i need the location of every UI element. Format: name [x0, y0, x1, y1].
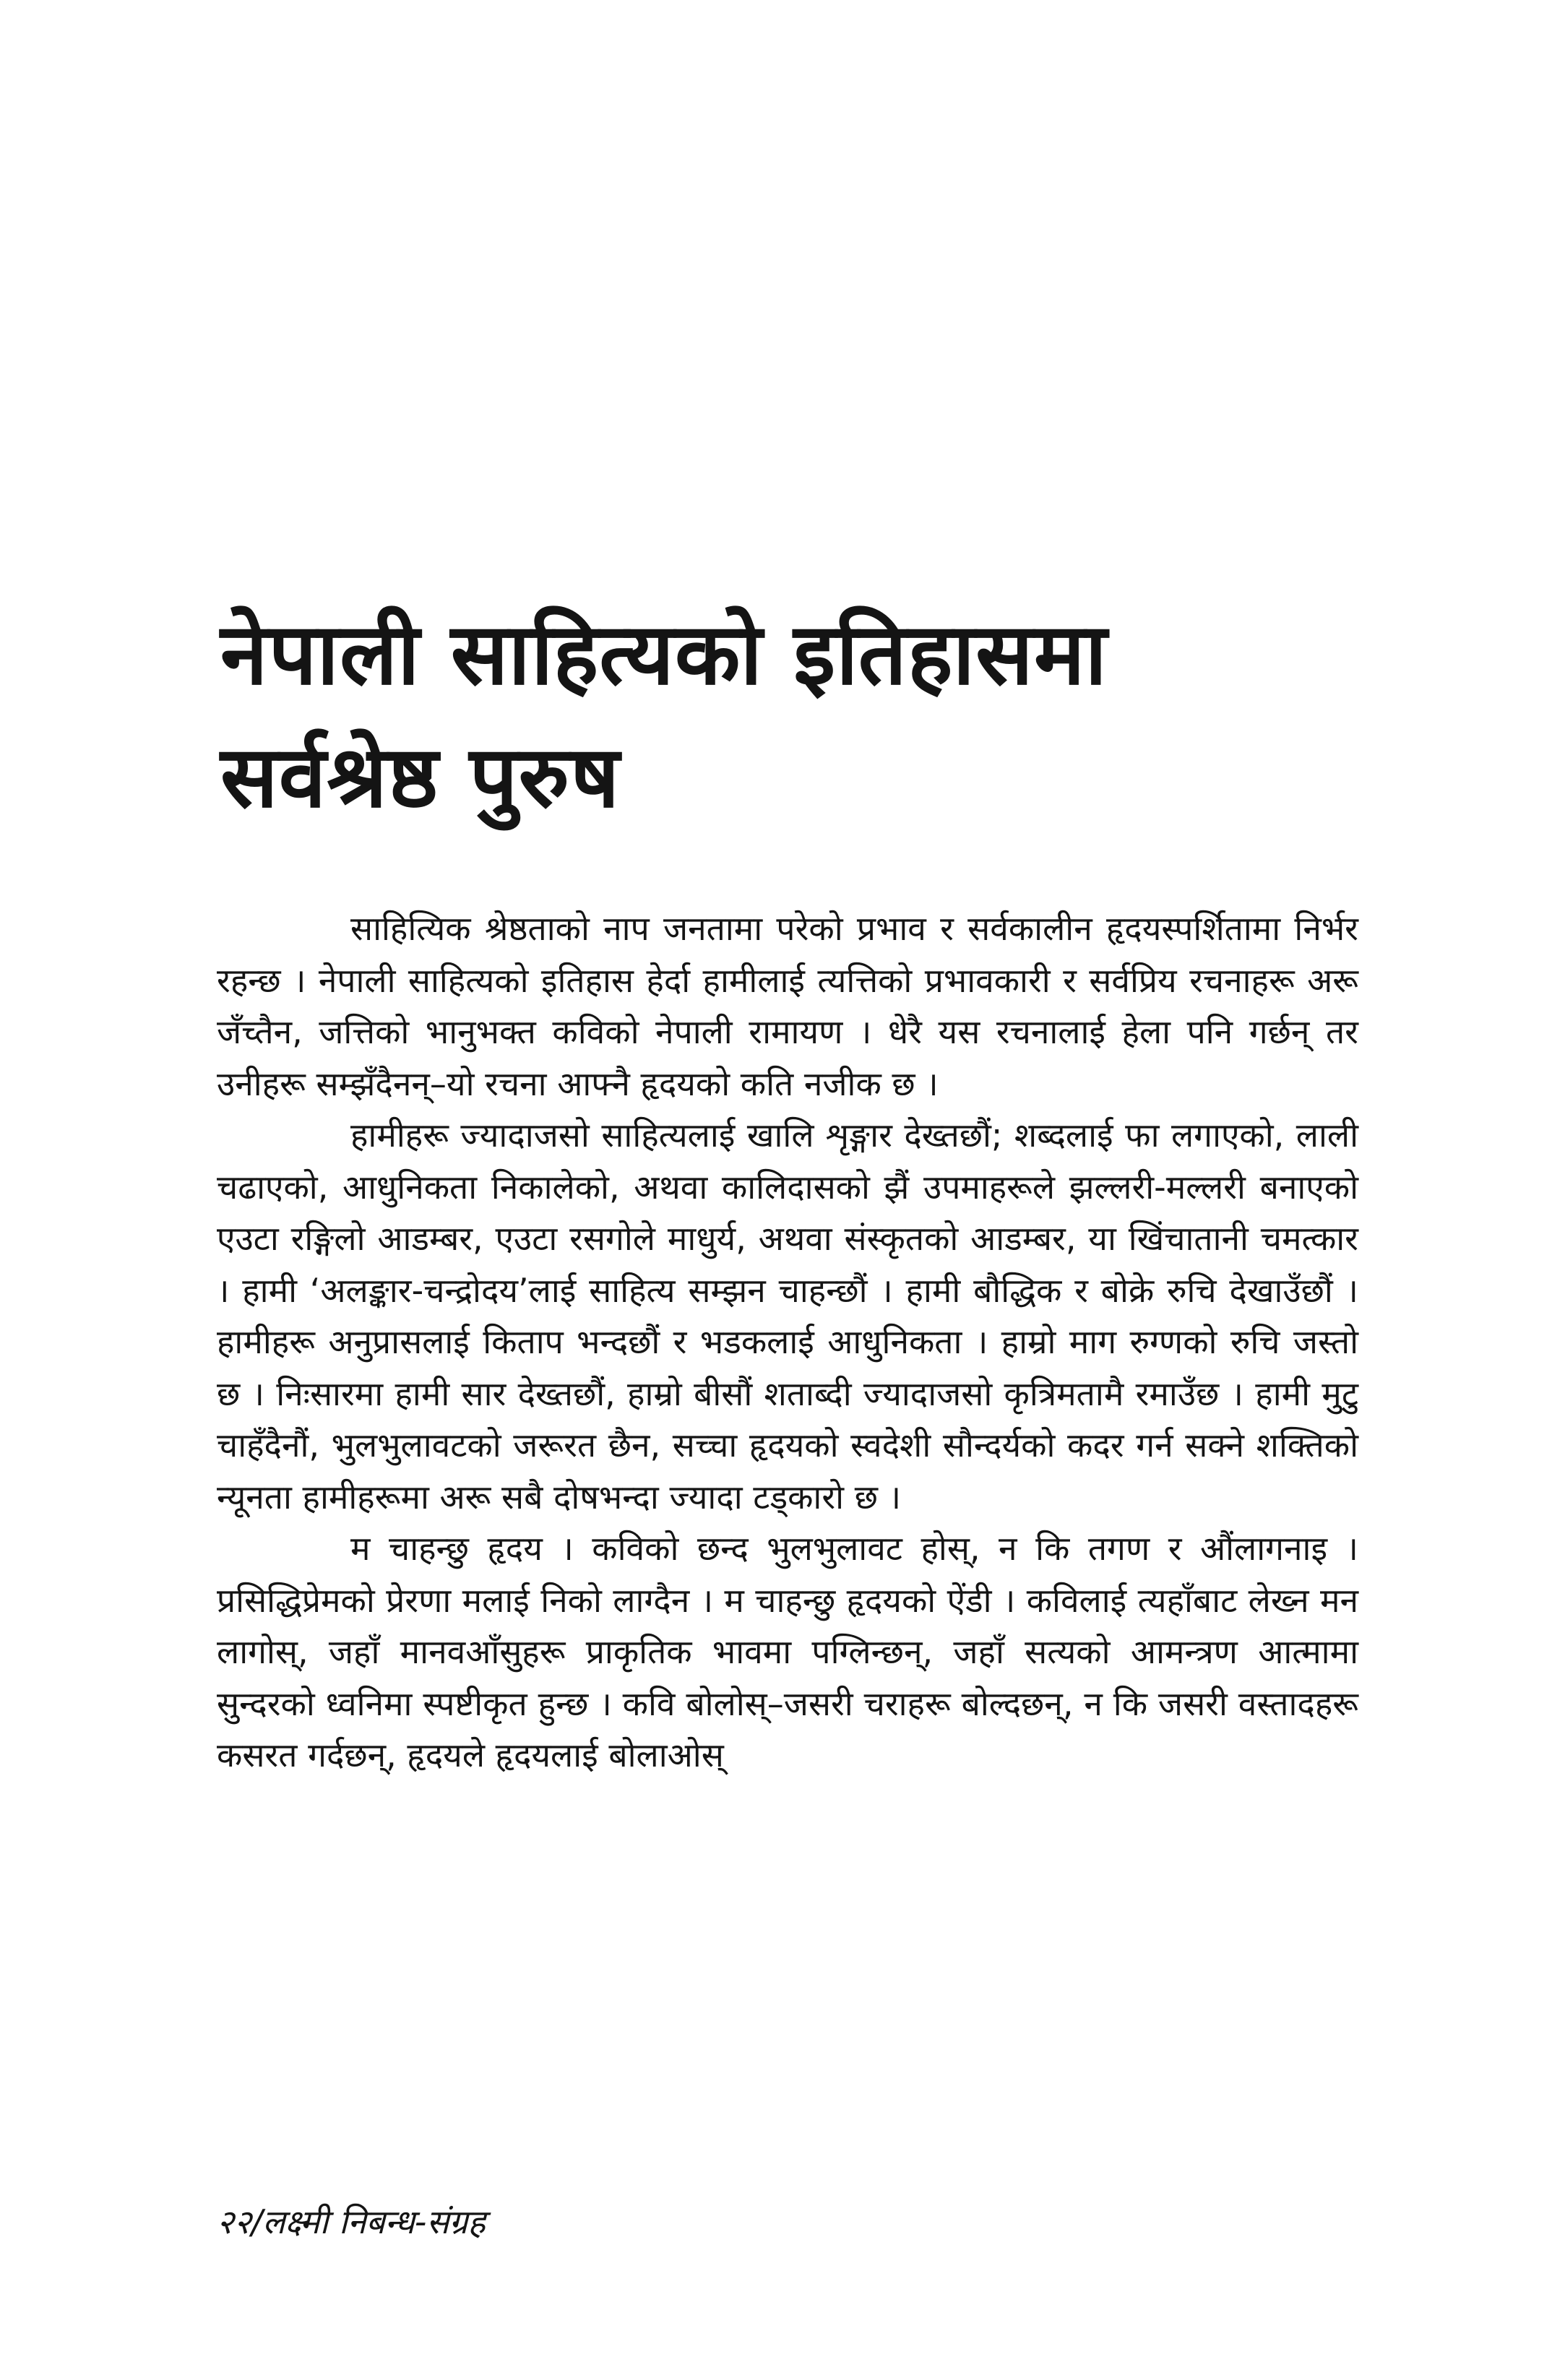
chapter-title-line-2: सर्वश्रेष्ठ पुरुष: [220, 727, 621, 827]
chapter-title-line-1: नेपाली साहित्यको इतिहासमा: [220, 604, 1108, 704]
article-body: [217, 903, 1358, 1782]
paragraph-2: हामीहरू ज्यादाजसो साहित्यलाई खालि शृङ्गार देख्तछौं; शब्दलाई फा लगाएको, लाली चढाएको, आधुनिकता निकालेको, अथवा कालिदासको झैं उपमाहरूले झल्लरी-मल्लरी बनाएको एउटा रङ्गिलो आडम्बर, एउटा रसगोले माधुर्य, अथवा संस्कृतको आडम्बर, या खिंचातानी चमत्कार । हामी ‘अलङ्कार-चन्द्रोदय’लाई साहित्य सम्झन चाहन्छौं । हामी बौद्धिक र बोक्रे रुचि देखाउँछौं । हामीहरू अनुप्रासलाई किताप भन्दछौं र भडकलाई आधुनिकता । हाम्रो माग रुग्णको रुचि जस्तो छ । निःसारमा हामी सार देख्तछौं, हाम्रो बीसौं शताब्दी ज्यादाजसो कृत्रिमतामै रमाउँछ । हामी मुटु चाहँदैनौं, भुलभुलावटको जरूरत छैन, सच्चा हृदयको स्वदेशी सौन्दर्यको कदर गर्न सक्ने शक्तिको न्यूनता हामीहरूमा अरू सबै दोषभन्दा ज्यादा टड्कारो छ ।: [217, 1116, 1358, 1517]
chapter-title: [220, 592, 1449, 838]
page-footer: २२/लक्ष्मी निबन्ध-संग्रह: [217, 2202, 486, 2241]
paragraph-1: साहित्यिक श्रेष्ठताको नाप जनतामा परेको प्रभाव र सर्वकालीन हृदयस्पर्शितामा निर्भर रहन्छ । नेपाली साहित्यको इतिहास हेर्दा हामीलाई त्यत्तिको प्रभावकारी र सर्वप्रिय रचनाहरू अरू जँच्तैन, जत्तिको भानुभक्त कविको नेपाली रामायण । धेरै यस रचनालाई हेला पनि गर्छन् तर उनीहरू सम्झँदैनन्–यो रचना आफ्नै हृदयको कति नजीक छ ।: [217, 909, 1358, 1103]
paragraph-3: म चाहन्छु हृदय । कविको छन्द भुलभुलावट होस्, न कि तगण र औंलागनाइ । प्रसिद्धिप्रेमको प्रेरणा मलाई निको लाग्दैन । म चाहन्छु हृदयको ऐंडी । कविलाई त्यहाँबाट लेख्न मन लागोस्, जहाँ मानवआँसुहरू प्राकृतिक भावमा पग्लिन्छन्, जहाँ सत्यको आमन्त्रण आत्मामा सुन्दरको ध्वनिमा स्पष्टीकृत हुन्छ । कवि बोलोस्–जसरी चराहरू बोल्दछन्, न कि जसरी वस्तादहरू कसरत गर्दछन्, हृदयले हृदयलाई बोलाओस्: [217, 1529, 1358, 1775]
